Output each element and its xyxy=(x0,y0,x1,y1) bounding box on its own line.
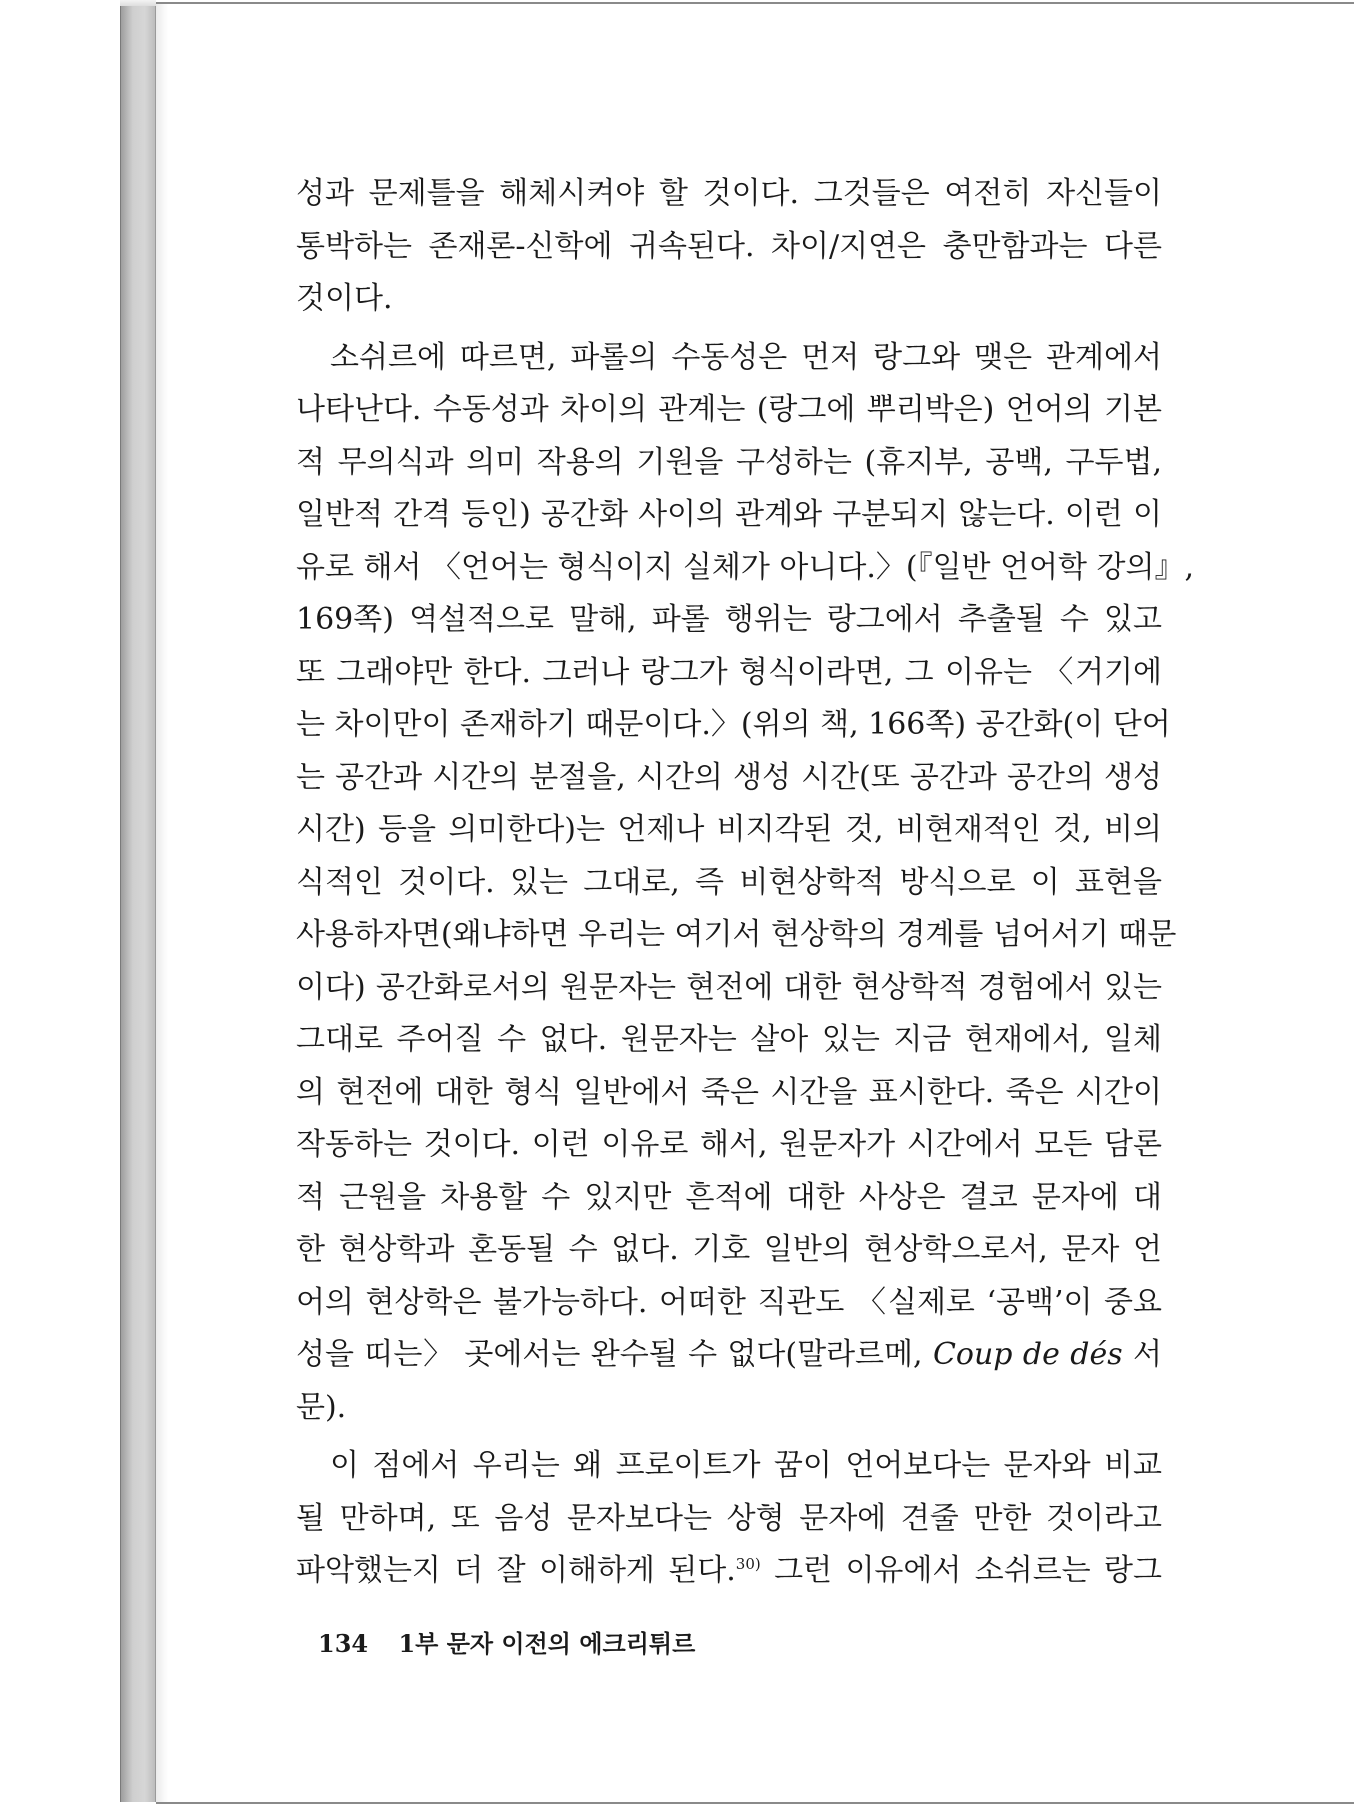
text-line: 적 근원을 차용할 수 있지만 흔적에 대한 사상은 결코 문자에 대 xyxy=(296,1179,1162,1215)
text-line: 작동하는 것이다. 이런 이유로 해서, 원문자가 시간에서 모든 담론 xyxy=(296,1127,1162,1162)
text-line: 성과 문제틀을 해체시켜야 할 것이다. 그것들은 여전히 자신들이 xyxy=(296,176,1162,211)
text-line: 될 만하며, 또 음성 문자보다는 상형 문자에 견줄 만한 것이라고 xyxy=(296,1500,1162,1536)
page-number: 134 xyxy=(318,1629,369,1658)
text-segment: 그런 이유에서 소쉬르는 랑그 xyxy=(774,1553,1162,1588)
text-line: 일반적 간격 등인) 공간화 사이의 관계와 구분되지 않는다. 이런 이 xyxy=(296,497,1162,532)
text-line: 소쉬르에 따르면, 파롤의 수동성은 먼저 랑그와 맺은 관계에서 xyxy=(330,339,1162,375)
body-text xyxy=(296,168,1195,1598)
footnote-marker: 30) xyxy=(735,1555,761,1573)
text-line: 나타난다. 수동성과 차이의 관계는 (랑그에 뿌리박은) 언어의 기본 xyxy=(296,392,1162,427)
text-line: 또 그래야만 한다. 그러나 랑그가 형식이라면, 그 이유는 〈거기에 xyxy=(296,654,1162,690)
running-title: 1부 문자 이전의 에크리튀르 xyxy=(398,1629,696,1658)
text-line: 통박하는 존재론-신학에 귀속된다. 차이/지연은 충만함과는 다른 xyxy=(296,228,1162,264)
text-line: 이 점에서 우리는 왜 프로이트가 꿈이 언어보다는 문자와 비교 xyxy=(330,1448,1162,1483)
text-line: 문). xyxy=(296,1389,347,1425)
text-line: 유로 해서 〈언어는 형식이지 실체가 아니다.〉(『일반 언어학 강의』, xyxy=(296,549,1195,585)
italic-title: Coup de dés xyxy=(932,1337,1123,1372)
text-segment: 파악했는지 더 잘 이해하게 된다. xyxy=(296,1553,736,1588)
text-line: 적 무의식과 의미 작용의 기원을 구성하는 (휴지부, 공백, 구두법, xyxy=(296,444,1162,480)
text-line: 것이다. xyxy=(296,281,393,316)
page-gutter-shadow xyxy=(156,4,168,1802)
text-line: 사용하자면(왜냐하면 우리는 여기서 현상학의 경계를 넘어서기 때문 xyxy=(296,917,1177,952)
text-line xyxy=(296,1329,1162,1382)
text-line: 그대로 주어질 수 없다. 원문자는 살아 있는 지금 현재에서, 일체 xyxy=(296,1022,1162,1057)
text-line: 는 차이만이 존재하기 때문이다.〉(위의 책, 166쪽) 공간화(이 단어 xyxy=(296,707,1171,742)
text-line: 169쪽) 역설적으로 말해, 파롤 행위는 랑그에서 추출될 수 있고 xyxy=(296,602,1162,637)
text-line xyxy=(296,1545,1162,1598)
text-line: 시간) 등을 의미한다)는 언제나 비지각된 것, 비현재적인 것, 비의 xyxy=(296,812,1162,847)
text-line: 의 현전에 대한 형식 일반에서 죽은 시간을 표시한다. 죽은 시간이 xyxy=(296,1074,1162,1110)
text-segment: 서 xyxy=(1133,1337,1162,1372)
text-line: 는 공간과 시간의 분절을, 시간의 생성 시간(또 공간과 공간의 생성 xyxy=(296,759,1162,795)
page-footer xyxy=(318,1624,695,1659)
text-segment: 성을 띠는〉 곳에서는 완수될 수 없다(말라르메, xyxy=(296,1337,923,1372)
text-line: 이다) 공간화로서의 원문자는 현전에 대한 현상학적 경험에서 있는 xyxy=(296,969,1162,1005)
text-line: 식적인 것이다. 있는 그대로, 즉 비현상학적 방식으로 이 표현을 xyxy=(296,864,1162,900)
book-spine xyxy=(120,6,156,1802)
text-line: 어의 현상학은 불가능하다. 어떠한 직관도 〈실제로 ‘공백’이 중요 xyxy=(296,1284,1162,1320)
text-line: 한 현상학과 혼동될 수 없다. 기호 일반의 현상학으로서, 문자 언 xyxy=(296,1232,1162,1267)
